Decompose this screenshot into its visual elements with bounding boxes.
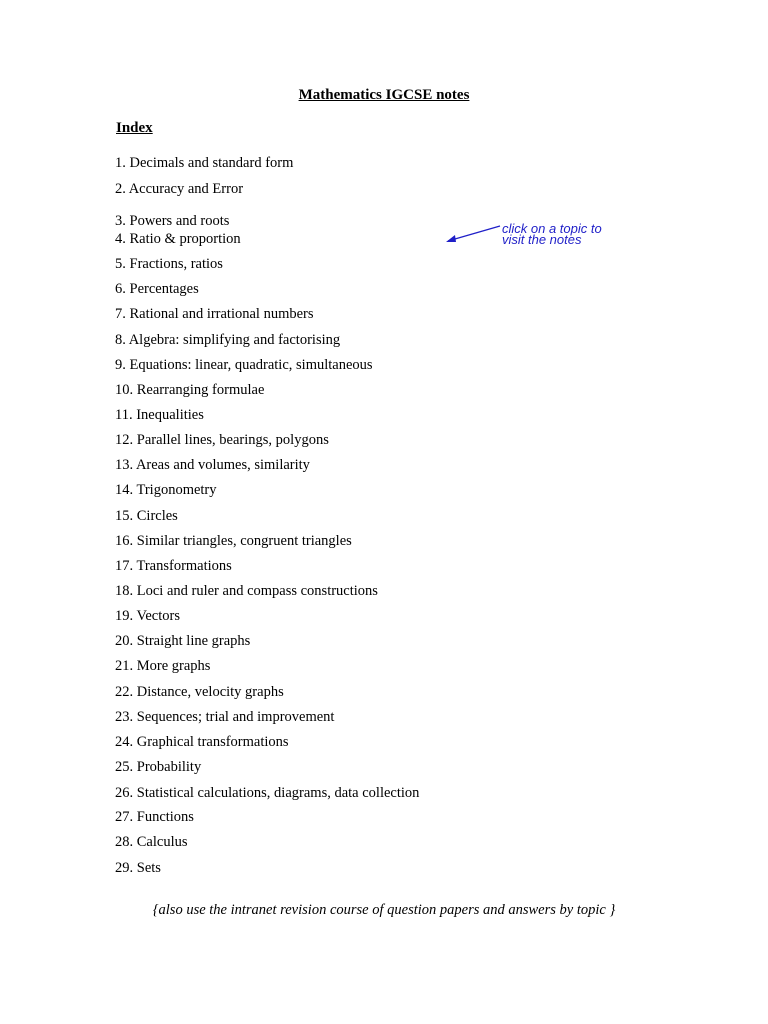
topic-link-8[interactable]: 8. Algebra: simplifying and factorising bbox=[115, 332, 341, 348]
topic-link-21[interactable]: 21. More graphs bbox=[115, 658, 211, 674]
topic-link-22[interactable]: 22. Distance, velocity graphs bbox=[115, 684, 284, 700]
topic-link-5[interactable]: 5. Fractions, ratios bbox=[115, 256, 223, 272]
topic-link-25[interactable]: 25. Probability bbox=[115, 759, 202, 775]
topic-link-2[interactable]: 2. Accuracy and Error bbox=[115, 181, 244, 197]
topic-link-17[interactable]: 17. Transformations bbox=[115, 558, 232, 574]
annotation-line-2: visit the notes bbox=[502, 232, 582, 247]
topic-link-12[interactable]: 12. Parallel lines, bearings, polygons bbox=[115, 432, 329, 448]
topic-link-20[interactable]: 20. Straight line graphs bbox=[115, 633, 251, 649]
topic-link-3[interactable]: 3. Powers and roots bbox=[115, 213, 230, 229]
topic-link-26[interactable]: 26. Statistical calculations, diagrams, data collection bbox=[115, 785, 420, 801]
topic-link-24[interactable]: 24. Graphical transformations bbox=[115, 734, 289, 750]
topic-link-16[interactable]: 16. Similar triangles, congruent triangles bbox=[115, 533, 352, 549]
arrow-left-icon bbox=[440, 224, 502, 248]
topic-link-9[interactable]: 9. Equations: linear, quadratic, simultaneous bbox=[115, 357, 373, 373]
instruction-annotation bbox=[502, 223, 602, 245]
topic-link-19[interactable]: 19. Vectors bbox=[115, 608, 180, 624]
footer-note: {also use the intranet revision course of question papers and answers by topic } bbox=[152, 902, 616, 918]
topic-link-29[interactable]: 29. Sets bbox=[115, 860, 161, 876]
topic-link-6[interactable]: 6. Percentages bbox=[115, 281, 199, 297]
topic-link-23[interactable]: 23. Sequences; trial and improvement bbox=[115, 709, 335, 725]
topic-link-14[interactable]: 14. Trigonometry bbox=[115, 482, 217, 498]
topic-link-4[interactable]: 4. Ratio & proportion bbox=[115, 231, 241, 247]
topic-link-27[interactable]: 27. Functions bbox=[115, 809, 194, 825]
topic-link-11[interactable]: 11. Inequalities bbox=[115, 407, 204, 423]
page-title: Mathematics IGCSE notes bbox=[298, 87, 470, 103]
topic-link-10[interactable]: 10. Rearranging formulae bbox=[115, 382, 265, 398]
topic-link-28[interactable]: 28. Calculus bbox=[115, 834, 188, 850]
annotation-line-1: click on a topic to bbox=[502, 221, 602, 236]
index-heading: Index bbox=[116, 120, 153, 136]
topic-link-13[interactable]: 13. Areas and volumes, similarity bbox=[115, 457, 310, 473]
topic-link-1[interactable]: 1. Decimals and standard form bbox=[115, 155, 294, 171]
topic-link-18[interactable]: 18. Loci and ruler and compass constructions bbox=[115, 583, 378, 599]
topic-link-15[interactable]: 15. Circles bbox=[115, 508, 178, 524]
topic-link-7[interactable]: 7. Rational and irrational numbers bbox=[115, 306, 314, 322]
